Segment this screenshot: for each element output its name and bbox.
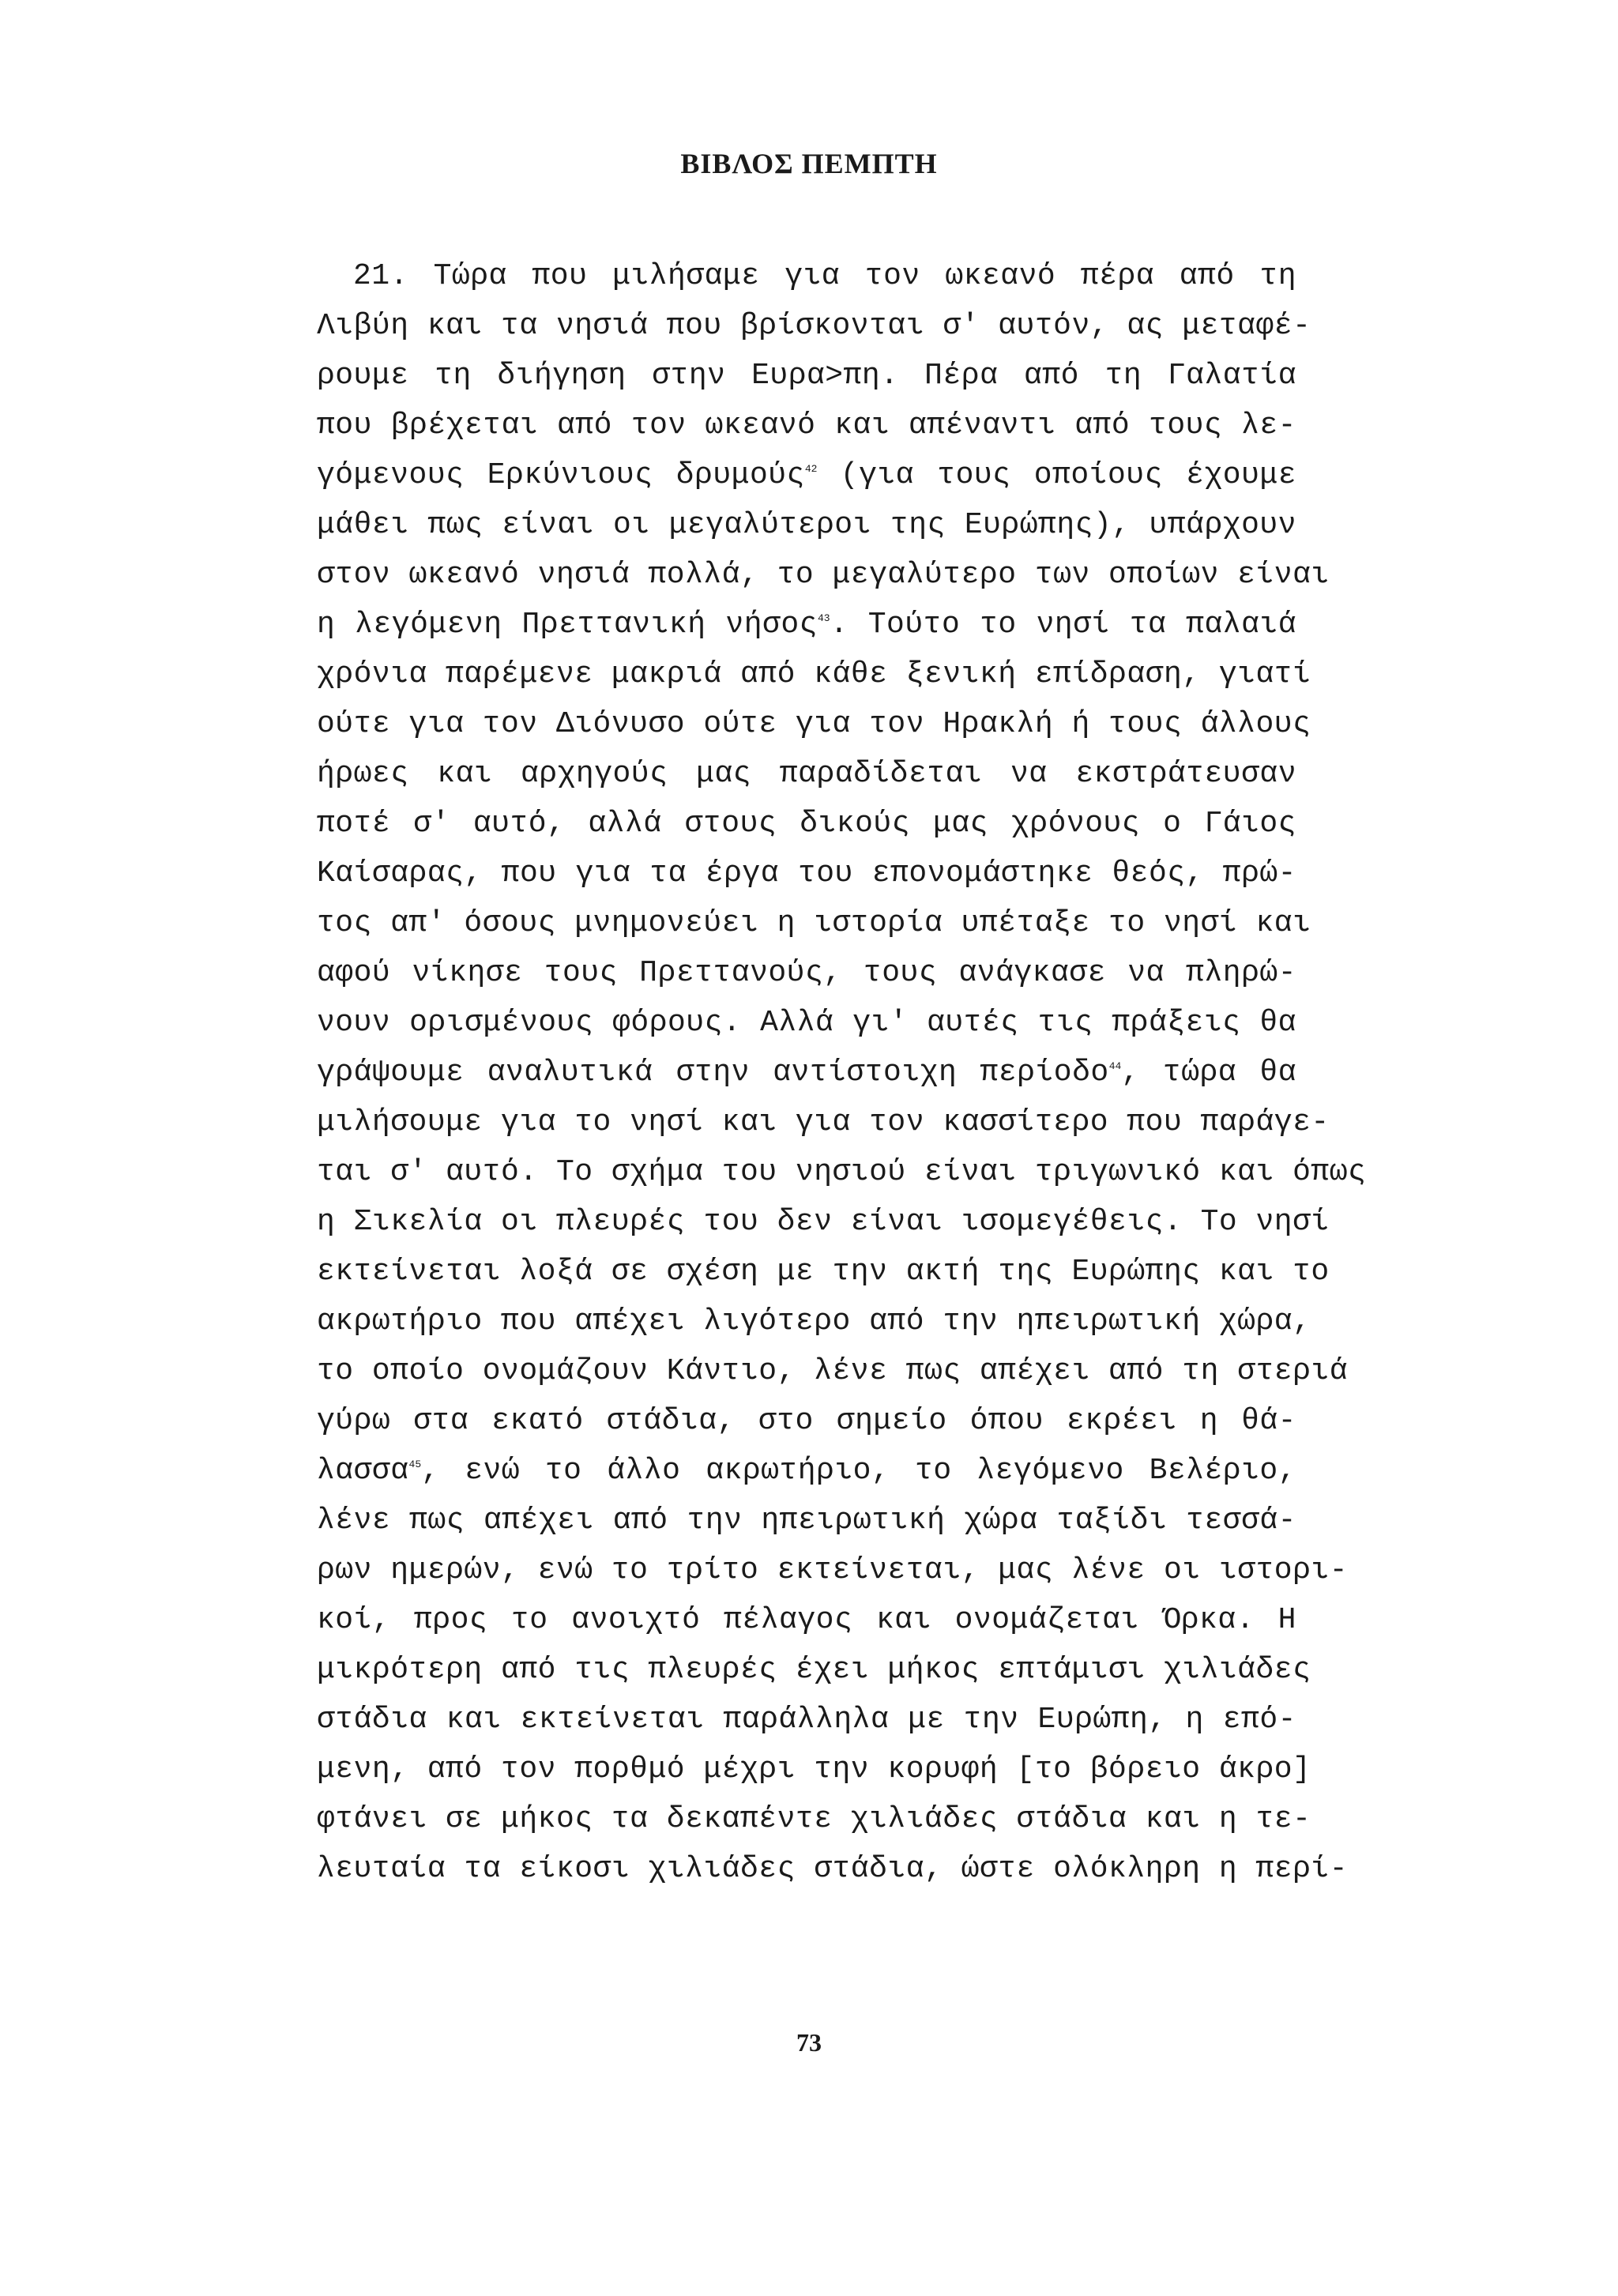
text-line: μάθει πως είναι οι μεγαλύτεροι της Ευρώπης), υπάρχουν xyxy=(317,508,1296,542)
footnote-marker: 44 xyxy=(1108,1060,1122,1072)
text-line: νουν ορισμένους φόρους. Αλλά γι' αυτές τις πράξεις θα xyxy=(317,1006,1296,1040)
text-line: λευταία τα είκοσι χιλιάδες στάδια, ώστε ολόκληρη η περί- xyxy=(317,1852,1349,1886)
text-line: στον ωκεανό νησιά πολλά, το μεγαλύτερο των οποίων είναι xyxy=(317,558,1330,592)
text-line: μενη, από τον πορθμό μέχρι την κορυφή [το βόρειο άκρο] xyxy=(317,1752,1311,1786)
text-line: τος απ' όσους μνημονεύει η ιστορία υπέταξε το νησί και xyxy=(317,906,1311,940)
text-line: 21. Τώρα που μιλήσαμε για τον ωκεανό πέρα από τη xyxy=(353,259,1296,293)
text-line: γράψουμε αναλυτικά στην αντίστοιχη περίοδο$^{44}$, τώρα θα xyxy=(317,1056,1296,1090)
text-line: ακρωτήριο που απέχει λιγότερο από την ηπειρωτική χώρα, xyxy=(317,1304,1311,1338)
text-line: ποτέ σ' αυτό, αλλά στους δικούς μας χρόνους ο Γάιος xyxy=(317,807,1296,841)
page-number: 73 xyxy=(796,2028,822,2057)
footnote-marker: 42 xyxy=(804,463,818,475)
footnote-marker: 45 xyxy=(408,1459,422,1470)
text-line: κοί, προς το ανοιχτό πέλαγος και ονομάζεται Όρκα. Η xyxy=(317,1603,1296,1637)
text-line: αφού νίκησε τους Πρεττανούς, τους ανάγκασε να πληρώ- xyxy=(317,956,1296,990)
text-line: Καίσαρας, που για τα έργα του επονομάστηκε θεός, πρώ- xyxy=(317,856,1296,890)
text-line: η λεγόμενη Πρεττανική νήσος$^{43}$. Τούτο το νησί τα παλαιά xyxy=(317,608,1297,642)
text-line: Λιβύη και τα νησιά που βρίσκονται σ' αυτόν, ας μεταφέ- xyxy=(317,309,1311,343)
text-line: φτάνει σε μήκος τα δεκαπέντε χιλιάδες στάδια και η τε- xyxy=(317,1802,1311,1836)
text-line: μιλήσουμε για το νησί και για τον κασσίτερο που παράγε- xyxy=(317,1105,1330,1139)
text-line: ούτε για τον Διόνυσο ούτε για τον Ηρακλή ή τους άλλους xyxy=(317,707,1311,741)
text-line: μικρότερη από τις πλευρές έχει μήκος επτάμισι χιλιάδες xyxy=(317,1653,1311,1687)
text-line: γόμενους Ερκύνιους δρυμούς$^{42}$ (για τους οποίους έχουμε xyxy=(317,458,1297,492)
text-line: η Σικελία οι πλευρές του δεν είναι ισομεγέθεις. Το νησί xyxy=(317,1205,1330,1239)
running-head: ΒΙΒΛΟΣ ΠΕΜΠΤΗ xyxy=(680,148,938,179)
text-line: ται σ' αυτό. Το σχήμα του νησιού είναι τριγωνικό και όπως xyxy=(317,1155,1367,1189)
body-text xyxy=(317,251,1367,1894)
text-line: λένε πως απέχει από την ηπειρωτική χώρα ταξίδι τεσσά- xyxy=(317,1504,1296,1538)
text-line: που βρέχεται από τον ωκεανό και απέναντι από τους λε- xyxy=(317,408,1296,442)
text-line: το οποίο ονομάζουν Κάντιο, λένε πως απέχει από τη στεριά xyxy=(317,1354,1349,1388)
text-line: στάδια και εκτείνεται παράλληλα με την Ευρώπη, η επό- xyxy=(317,1703,1296,1737)
text-line: εκτείνεται λοξά σε σχέση με την ακτή της Ευρώπης και το xyxy=(317,1255,1330,1289)
text-line: γύρω στα εκατό στάδια, στο σημείο όπου εκρέει η θά- xyxy=(317,1404,1296,1438)
text-line: ρουμε τη διήγηση στην Ευρα>πη. Πέρα από τη Γαλατία xyxy=(317,359,1296,393)
text-line: λασσα$^{45}$, ενώ το άλλο ακρωτήριο, το λεγόμενο Βελέριο, xyxy=(317,1454,1296,1488)
text-line: ρων ημερών, ενώ το τρίτο εκτείνεται, μας λένε οι ιστορι- xyxy=(317,1553,1349,1587)
footnote-marker: 43 xyxy=(817,612,830,624)
text-line: χρόνια παρέμενε μακριά από κάθε ξενική επίδραση, γιατί xyxy=(317,657,1311,691)
text-line: ήρωες και αρχηγούς μας παραδίδεται να εκστράτευσαν xyxy=(317,757,1296,791)
